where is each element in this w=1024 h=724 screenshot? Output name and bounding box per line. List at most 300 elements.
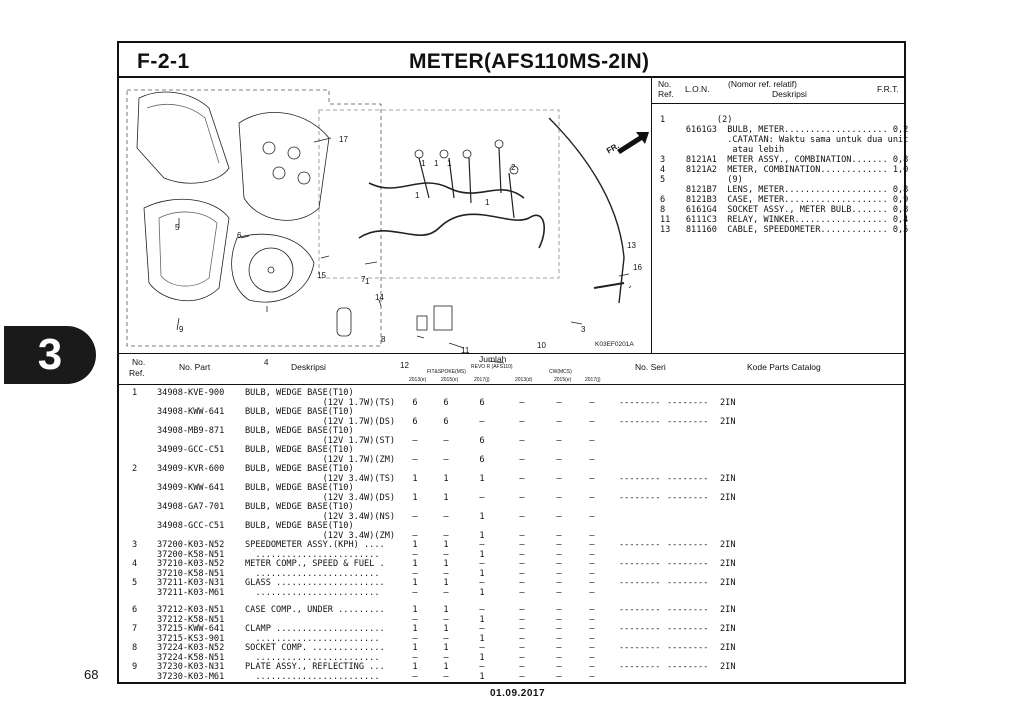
row-description: BULB, WEDGE BASE(T10) <box>245 445 354 455</box>
row-quantity: – <box>519 633 525 644</box>
row-serial-from: -------- <box>619 416 661 427</box>
page-number: 68 <box>84 667 99 682</box>
callout-11: 11 <box>461 346 470 355</box>
labor-time-line: 1 (2) <box>660 115 733 125</box>
row-quantity: – <box>519 568 525 579</box>
parts-group-cw: CW(MCS) <box>549 369 572 375</box>
row-quantity: – <box>519 530 525 541</box>
row-serial-to: -------- <box>667 397 709 408</box>
row-quantity: – <box>556 492 562 503</box>
ref-col-ref: Ref. <box>658 89 674 99</box>
row-description: BULB, WEDGE BASE(T10) <box>245 388 354 398</box>
row-quantity: – <box>412 568 418 579</box>
year-col-3: 2017(j) <box>474 377 490 383</box>
case-under-part <box>239 112 329 220</box>
labor-time-header <box>652 78 906 104</box>
page-title: METER(AFS110MS-2IN) <box>409 50 650 73</box>
row-ref-no: 7 <box>132 624 138 634</box>
row-description: BULB, WEDGE BASE(T10) <box>245 464 354 474</box>
row-quantity: 6 <box>479 397 485 408</box>
callout-15: 15 <box>317 271 326 280</box>
row-quantity: 1 <box>412 624 418 634</box>
row-quantity: – <box>556 511 562 522</box>
labor-time-line: 11 6111C3 RELAY, WINKER.................. 0,4 <box>660 215 909 225</box>
row-quantity: – <box>443 671 449 682</box>
row-description: CLAMP ..................... <box>245 624 385 634</box>
row-quantity: – <box>519 624 525 634</box>
labor-time-line: .CATATAN: Waktu sama untuk dua unit <box>660 135 909 145</box>
row-description: BULB, WEDGE BASE(T10) <box>245 426 354 436</box>
row-quantity: – <box>556 473 562 484</box>
parts-col-revo: REVO R (AFS110) <box>471 364 513 370</box>
row-quantity: – <box>519 662 525 672</box>
labor-time-line: 3 8121A1 METER ASSY., COMBINATION....... 0,8 <box>660 155 909 165</box>
row-quantity: – <box>412 614 418 625</box>
row-quantity: – <box>556 633 562 644</box>
parts-table-row[interactable] <box>119 672 904 682</box>
row-quantity: 1 <box>443 473 449 484</box>
row-quantity: – <box>589 473 595 484</box>
row-quantity: – <box>412 549 418 560</box>
row-serial-to: -------- <box>667 492 709 503</box>
row-quantity: – <box>589 568 595 579</box>
row-quantity: – <box>519 397 525 408</box>
parts-table-row[interactable] <box>119 559 904 569</box>
catalog-page-frame <box>117 41 909 684</box>
row-quantity: – <box>589 643 595 653</box>
ref-col-nomor: (Nomor ref. relatif) <box>728 79 797 89</box>
print-date: 01.09.2017 <box>490 688 546 699</box>
row-ref-no: 8 <box>132 643 138 653</box>
row-serial-from: -------- <box>619 605 661 615</box>
row-description: CASE COMP., UNDER ......... <box>245 605 385 615</box>
row-quantity: – <box>443 435 449 446</box>
row-quantity: – <box>479 416 485 427</box>
row-quantity: – <box>556 568 562 579</box>
parts-table-row[interactable] <box>119 605 904 615</box>
row-description: ........................ <box>245 568 380 579</box>
row-description: BULB, WEDGE BASE(T10) <box>245 502 354 512</box>
row-part-number: 34908-KWW-641 <box>157 407 225 417</box>
front-direction-arrow <box>605 132 649 155</box>
row-part-number: 37230-K03-N31 <box>157 662 225 672</box>
row-quantity: 1 <box>443 662 449 672</box>
row-quantity: 1 <box>479 652 485 663</box>
row-quantity: – <box>589 549 595 560</box>
row-quantity: 1 <box>479 614 485 625</box>
row-description: (12V 1.7W)(ST) <box>245 435 396 446</box>
row-part-number: 37224-K58-N51 <box>157 652 225 663</box>
row-quantity: – <box>556 416 562 427</box>
row-serial-from: -------- <box>619 397 661 408</box>
parts-table-row[interactable] <box>119 643 904 653</box>
row-quantity: – <box>519 652 525 663</box>
row-quantity: – <box>519 416 525 427</box>
row-quantity: – <box>589 671 595 682</box>
callout-6: 6 <box>237 231 242 240</box>
row-quantity: – <box>479 624 485 634</box>
relay-part <box>434 306 452 330</box>
row-quantity: – <box>556 435 562 446</box>
row-description: BULB, WEDGE BASE(T10) <box>245 407 354 417</box>
row-part-number: 34908-KVE-900 <box>157 388 225 398</box>
row-catalog-code: 2IN <box>720 605 736 615</box>
callout-3: 3 <box>581 325 586 334</box>
year-col-4: 2013(d) <box>515 377 533 383</box>
row-part-number: 37200-K03-N52 <box>157 540 225 550</box>
row-quantity: – <box>412 454 418 465</box>
row-part-number: 34908-MB9-871 <box>157 426 225 436</box>
parts-table-row[interactable] <box>119 398 904 408</box>
row-quantity: – <box>556 614 562 625</box>
row-part-number: 37211-K03-M61 <box>157 587 225 598</box>
row-quantity: – <box>443 614 449 625</box>
row-description: ........................ <box>245 633 380 644</box>
row-part-number: 37210-K58-N51 <box>157 568 225 579</box>
row-part-number: 34909-KWW-641 <box>157 483 225 493</box>
callout-1c: 1 <box>447 159 452 168</box>
row-quantity: – <box>519 578 525 588</box>
row-ref-no: 6 <box>132 605 138 615</box>
callout-7: 7 <box>361 275 366 284</box>
callout-13: 13 <box>627 241 636 250</box>
year-col-5: 2015(e) <box>554 377 572 383</box>
parts-col-jumlah: Jumlah <box>479 354 507 364</box>
row-serial-from: -------- <box>619 473 661 484</box>
row-serial-from: -------- <box>619 578 661 588</box>
parts-table-row[interactable] <box>119 464 904 474</box>
parts-table-row[interactable] <box>119 483 904 493</box>
parts-col-desc: Deskripsi <box>291 362 326 372</box>
row-catalog-code: 2IN <box>720 397 736 408</box>
parts-table-row[interactable] <box>119 624 904 634</box>
row-quantity: – <box>412 530 418 541</box>
row-quantity: 1 <box>479 671 485 682</box>
row-quantity: – <box>479 492 485 503</box>
parts-table-row[interactable] <box>119 445 904 455</box>
row-serial-to: -------- <box>667 624 709 634</box>
row-ref-no: 4 <box>132 559 138 569</box>
row-quantity: – <box>519 549 525 560</box>
callout-8: 8 <box>381 335 386 344</box>
parts-table-row[interactable] <box>119 615 904 625</box>
ref-col-frt: F.R.T. <box>877 84 899 94</box>
row-quantity: – <box>556 454 562 465</box>
parts-table-row[interactable] <box>119 653 904 663</box>
row-quantity: – <box>412 671 418 682</box>
row-serial-from: -------- <box>619 540 661 550</box>
row-quantity: – <box>556 605 562 615</box>
parts-table-row[interactable] <box>119 426 904 436</box>
row-serial-from: -------- <box>619 643 661 653</box>
front-direction-label: FR. <box>605 141 621 156</box>
row-quantity: – <box>556 530 562 541</box>
row-description: PLATE ASSY., REFLECTING ... <box>245 662 385 672</box>
callout-4: 4 <box>264 358 269 367</box>
row-quantity: – <box>443 549 449 560</box>
row-serial-from: -------- <box>619 492 661 503</box>
callout-1d: 1 <box>415 191 420 200</box>
row-quantity: – <box>589 416 595 427</box>
year-col-2: 2015(e) <box>441 377 459 383</box>
labor-time-panel <box>652 78 909 353</box>
row-quantity: 6 <box>479 435 485 446</box>
row-quantity: – <box>589 511 595 522</box>
year-col-1: 2013(e) <box>409 377 427 383</box>
callout-17: 17 <box>339 135 348 144</box>
row-catalog-code: 2IN <box>720 559 736 569</box>
row-quantity: – <box>556 671 562 682</box>
row-description: (12V 3.4W)(TS) <box>245 473 396 484</box>
row-description: (12V 1.7W)(TS) <box>245 397 396 408</box>
row-quantity: – <box>519 559 525 569</box>
parts-col-kode: Kode Parts Catalog <box>747 362 821 372</box>
row-quantity: – <box>556 540 562 550</box>
row-quantity: – <box>556 652 562 663</box>
diagram-code: K03EF0201A <box>595 341 634 348</box>
labor-time-line: 5 (9) <box>660 175 743 185</box>
row-quantity: – <box>443 530 449 541</box>
row-part-number: 37211-K03-N31 <box>157 578 225 588</box>
row-part-number: 37215-KS3-901 <box>157 633 225 644</box>
row-ref-no: 2 <box>132 464 138 474</box>
row-quantity: – <box>519 643 525 653</box>
row-quantity: – <box>443 454 449 465</box>
row-quantity: 1 <box>479 530 485 541</box>
row-quantity: – <box>519 473 525 484</box>
parts-table-row[interactable] <box>119 417 904 427</box>
wire-harness-part <box>359 214 544 248</box>
row-quantity: 1 <box>412 662 418 672</box>
row-description: (12V 3.4W)(DS) <box>245 492 396 503</box>
row-quantity: – <box>556 662 562 672</box>
callout-1e: 1 <box>485 198 490 207</box>
row-quantity: – <box>443 587 449 598</box>
row-quantity: – <box>556 624 562 634</box>
row-quantity: – <box>519 605 525 615</box>
parts-table-row[interactable] <box>119 407 904 417</box>
row-quantity: – <box>479 605 485 615</box>
reflecting-plate-part <box>144 199 229 300</box>
row-quantity: – <box>589 605 595 615</box>
row-serial-from: -------- <box>619 559 661 569</box>
row-quantity: – <box>412 435 418 446</box>
row-catalog-code: 2IN <box>720 540 736 550</box>
row-quantity: 6 <box>412 397 418 408</box>
row-quantity: 6 <box>412 416 418 427</box>
row-part-number: 37200-K58-N51 <box>157 549 225 560</box>
row-quantity: 6 <box>443 416 449 427</box>
row-part-number: 37230-K03-M61 <box>157 671 225 682</box>
row-description: (12V 1.7W)(DS) <box>245 416 396 427</box>
parts-col-ref: Ref. <box>129 368 145 378</box>
row-quantity: – <box>589 540 595 550</box>
row-description: ........................ <box>245 671 380 682</box>
row-quantity: 1 <box>443 605 449 615</box>
labor-time-line: atau lebih <box>660 145 785 155</box>
row-quantity: 1 <box>479 587 485 598</box>
row-quantity: – <box>589 492 595 503</box>
row-catalog-code: 2IN <box>720 624 736 634</box>
parts-table-row[interactable] <box>119 502 904 512</box>
row-serial-to: -------- <box>667 540 709 550</box>
callout-10: 10 <box>537 341 546 350</box>
parts-table-header <box>119 353 904 385</box>
callout-12: 12 <box>400 361 409 370</box>
row-quantity: 6 <box>443 397 449 408</box>
labor-time-line: 13 811160 CABLE, SPEEDOMETER............. 0,5 <box>660 225 909 235</box>
row-quantity: – <box>589 633 595 644</box>
row-quantity: 1 <box>443 492 449 503</box>
row-description: ........................ <box>245 587 380 598</box>
row-quantity: – <box>589 578 595 588</box>
row-quantity: – <box>519 587 525 598</box>
row-serial-to: -------- <box>667 662 709 672</box>
row-catalog-code: 2IN <box>720 578 736 588</box>
row-quantity: 1 <box>479 511 485 522</box>
row-description: BULB, WEDGE BASE(T10) <box>245 521 354 531</box>
row-quantity: – <box>519 540 525 550</box>
chapter-tab[interactable]: 3 <box>4 326 96 384</box>
row-serial-from: -------- <box>619 624 661 634</box>
parts-table-row[interactable] <box>119 569 904 579</box>
parts-table-row[interactable] <box>119 521 904 531</box>
row-description: ........................ <box>245 549 380 560</box>
row-part-number: 34909-KVR-600 <box>157 464 225 474</box>
row-part-number: 37210-K03-N52 <box>157 559 225 569</box>
row-serial-from: -------- <box>619 662 661 672</box>
row-quantity: – <box>479 540 485 550</box>
parts-table-row[interactable] <box>119 531 904 541</box>
row-quantity: – <box>589 587 595 598</box>
callout-9: 9 <box>179 325 184 334</box>
row-quantity: 1 <box>443 540 449 550</box>
parts-col-part: No. Part <box>179 362 211 372</box>
row-part-number: 37212-K58-N51 <box>157 614 225 625</box>
row-quantity: 1 <box>412 643 418 653</box>
row-quantity: – <box>589 559 595 569</box>
row-quantity: – <box>412 652 418 663</box>
row-quantity: – <box>519 492 525 503</box>
row-quantity: – <box>589 662 595 672</box>
row-serial-to: -------- <box>667 473 709 484</box>
labor-time-lines <box>660 115 908 235</box>
row-description: GLASS ..................... <box>245 578 385 588</box>
row-quantity: – <box>589 435 595 446</box>
row-description: BULB, WEDGE BASE(T10) <box>245 483 354 493</box>
row-serial-to: -------- <box>667 559 709 569</box>
row-quantity: – <box>519 614 525 625</box>
row-description: SPEEDOMETER ASSY.(KPH) .... <box>245 540 385 550</box>
row-description: METER COMP., SPEED & FUEL . <box>245 559 385 569</box>
row-quantity: 1 <box>479 549 485 560</box>
parts-table-row[interactable] <box>119 493 904 503</box>
row-quantity: – <box>519 435 525 446</box>
parts-table-row[interactable] <box>119 540 904 550</box>
row-ref-no: 9 <box>132 662 138 672</box>
row-quantity: – <box>519 454 525 465</box>
row-quantity: 1 <box>443 643 449 653</box>
row-quantity: – <box>556 559 562 569</box>
row-quantity: 1 <box>479 633 485 644</box>
row-quantity: 1 <box>443 559 449 569</box>
parts-col-no: No. <box>132 357 146 367</box>
socket-part <box>337 308 351 336</box>
row-quantity: 6 <box>479 454 485 465</box>
row-catalog-code: 2IN <box>720 416 736 427</box>
parts-table-row[interactable] <box>119 455 904 465</box>
row-description: (12V 3.4W)(NS) <box>245 511 396 522</box>
row-serial-to: -------- <box>667 578 709 588</box>
row-quantity: – <box>589 652 595 663</box>
harness-outline <box>319 110 559 278</box>
labor-time-line: 6161G3 BULB, METER.................... 0,2 <box>660 125 909 135</box>
row-quantity: 1 <box>412 578 418 588</box>
row-quantity: – <box>556 643 562 653</box>
row-description: SOCKET COMP. .............. <box>245 643 385 653</box>
callout-1f: 1 <box>365 277 370 286</box>
row-quantity: – <box>556 549 562 560</box>
year-col-6: 2017(j) <box>585 377 601 383</box>
row-serial-to: -------- <box>667 605 709 615</box>
row-quantity: – <box>412 587 418 598</box>
row-quantity: 1 <box>412 473 418 484</box>
labor-time-line: 4 8121A2 METER, COMBINATION............. 1,0 <box>660 165 909 175</box>
callout-14: 14 <box>375 293 384 302</box>
labor-time-line: 8121B7 LENS, METER.................... 0,8 <box>660 185 909 195</box>
callout-5: 5 <box>175 223 180 232</box>
parts-table-row[interactable] <box>119 578 904 588</box>
title-row <box>119 43 904 78</box>
row-quantity: 1 <box>412 492 418 503</box>
row-serial-to: -------- <box>667 643 709 653</box>
row-part-number: 34908-GCC-C51 <box>157 521 225 531</box>
row-quantity: – <box>589 624 595 634</box>
parts-table-row[interactable] <box>119 474 904 484</box>
row-catalog-code: 2IN <box>720 473 736 484</box>
row-quantity: – <box>589 530 595 541</box>
parts-table-row[interactable] <box>119 550 904 560</box>
parts-table-row[interactable] <box>119 436 904 446</box>
row-quantity: – <box>443 511 449 522</box>
labor-time-line: 6 8121B3 CASE, METER.................... 0,9 <box>660 195 909 205</box>
parts-table-row[interactable] <box>119 588 904 598</box>
labor-time-line: 8 6161G4 SOCKET ASSY., METER BULB....... 0,8 <box>660 205 909 215</box>
row-quantity: – <box>556 587 562 598</box>
parts-col-seri: No. Seri <box>635 362 666 372</box>
row-quantity: – <box>443 652 449 663</box>
row-part-number: 34909-GCC-C51 <box>157 445 225 455</box>
row-quantity: – <box>412 511 418 522</box>
row-part-number: 34908-GA7-701 <box>157 502 225 512</box>
callout-2: 2 <box>511 163 516 172</box>
row-catalog-code: 2IN <box>720 662 736 672</box>
row-quantity: 1 <box>412 540 418 550</box>
row-quantity: – <box>589 614 595 625</box>
ref-col-lon: L.O.N. <box>685 84 710 94</box>
parts-table-row[interactable] <box>119 512 904 522</box>
row-description: ........................ <box>245 652 380 663</box>
row-part-number: 37215-KWW-641 <box>157 624 225 634</box>
parts-table-row[interactable] <box>119 662 904 672</box>
row-quantity: 1 <box>443 624 449 634</box>
row-ref-no: 3 <box>132 540 138 550</box>
row-quantity: 1 <box>479 473 485 484</box>
row-quantity: 1 <box>412 559 418 569</box>
row-quantity: – <box>412 633 418 644</box>
parts-table-row[interactable] <box>119 388 904 398</box>
parts-table-row[interactable] <box>119 634 904 644</box>
